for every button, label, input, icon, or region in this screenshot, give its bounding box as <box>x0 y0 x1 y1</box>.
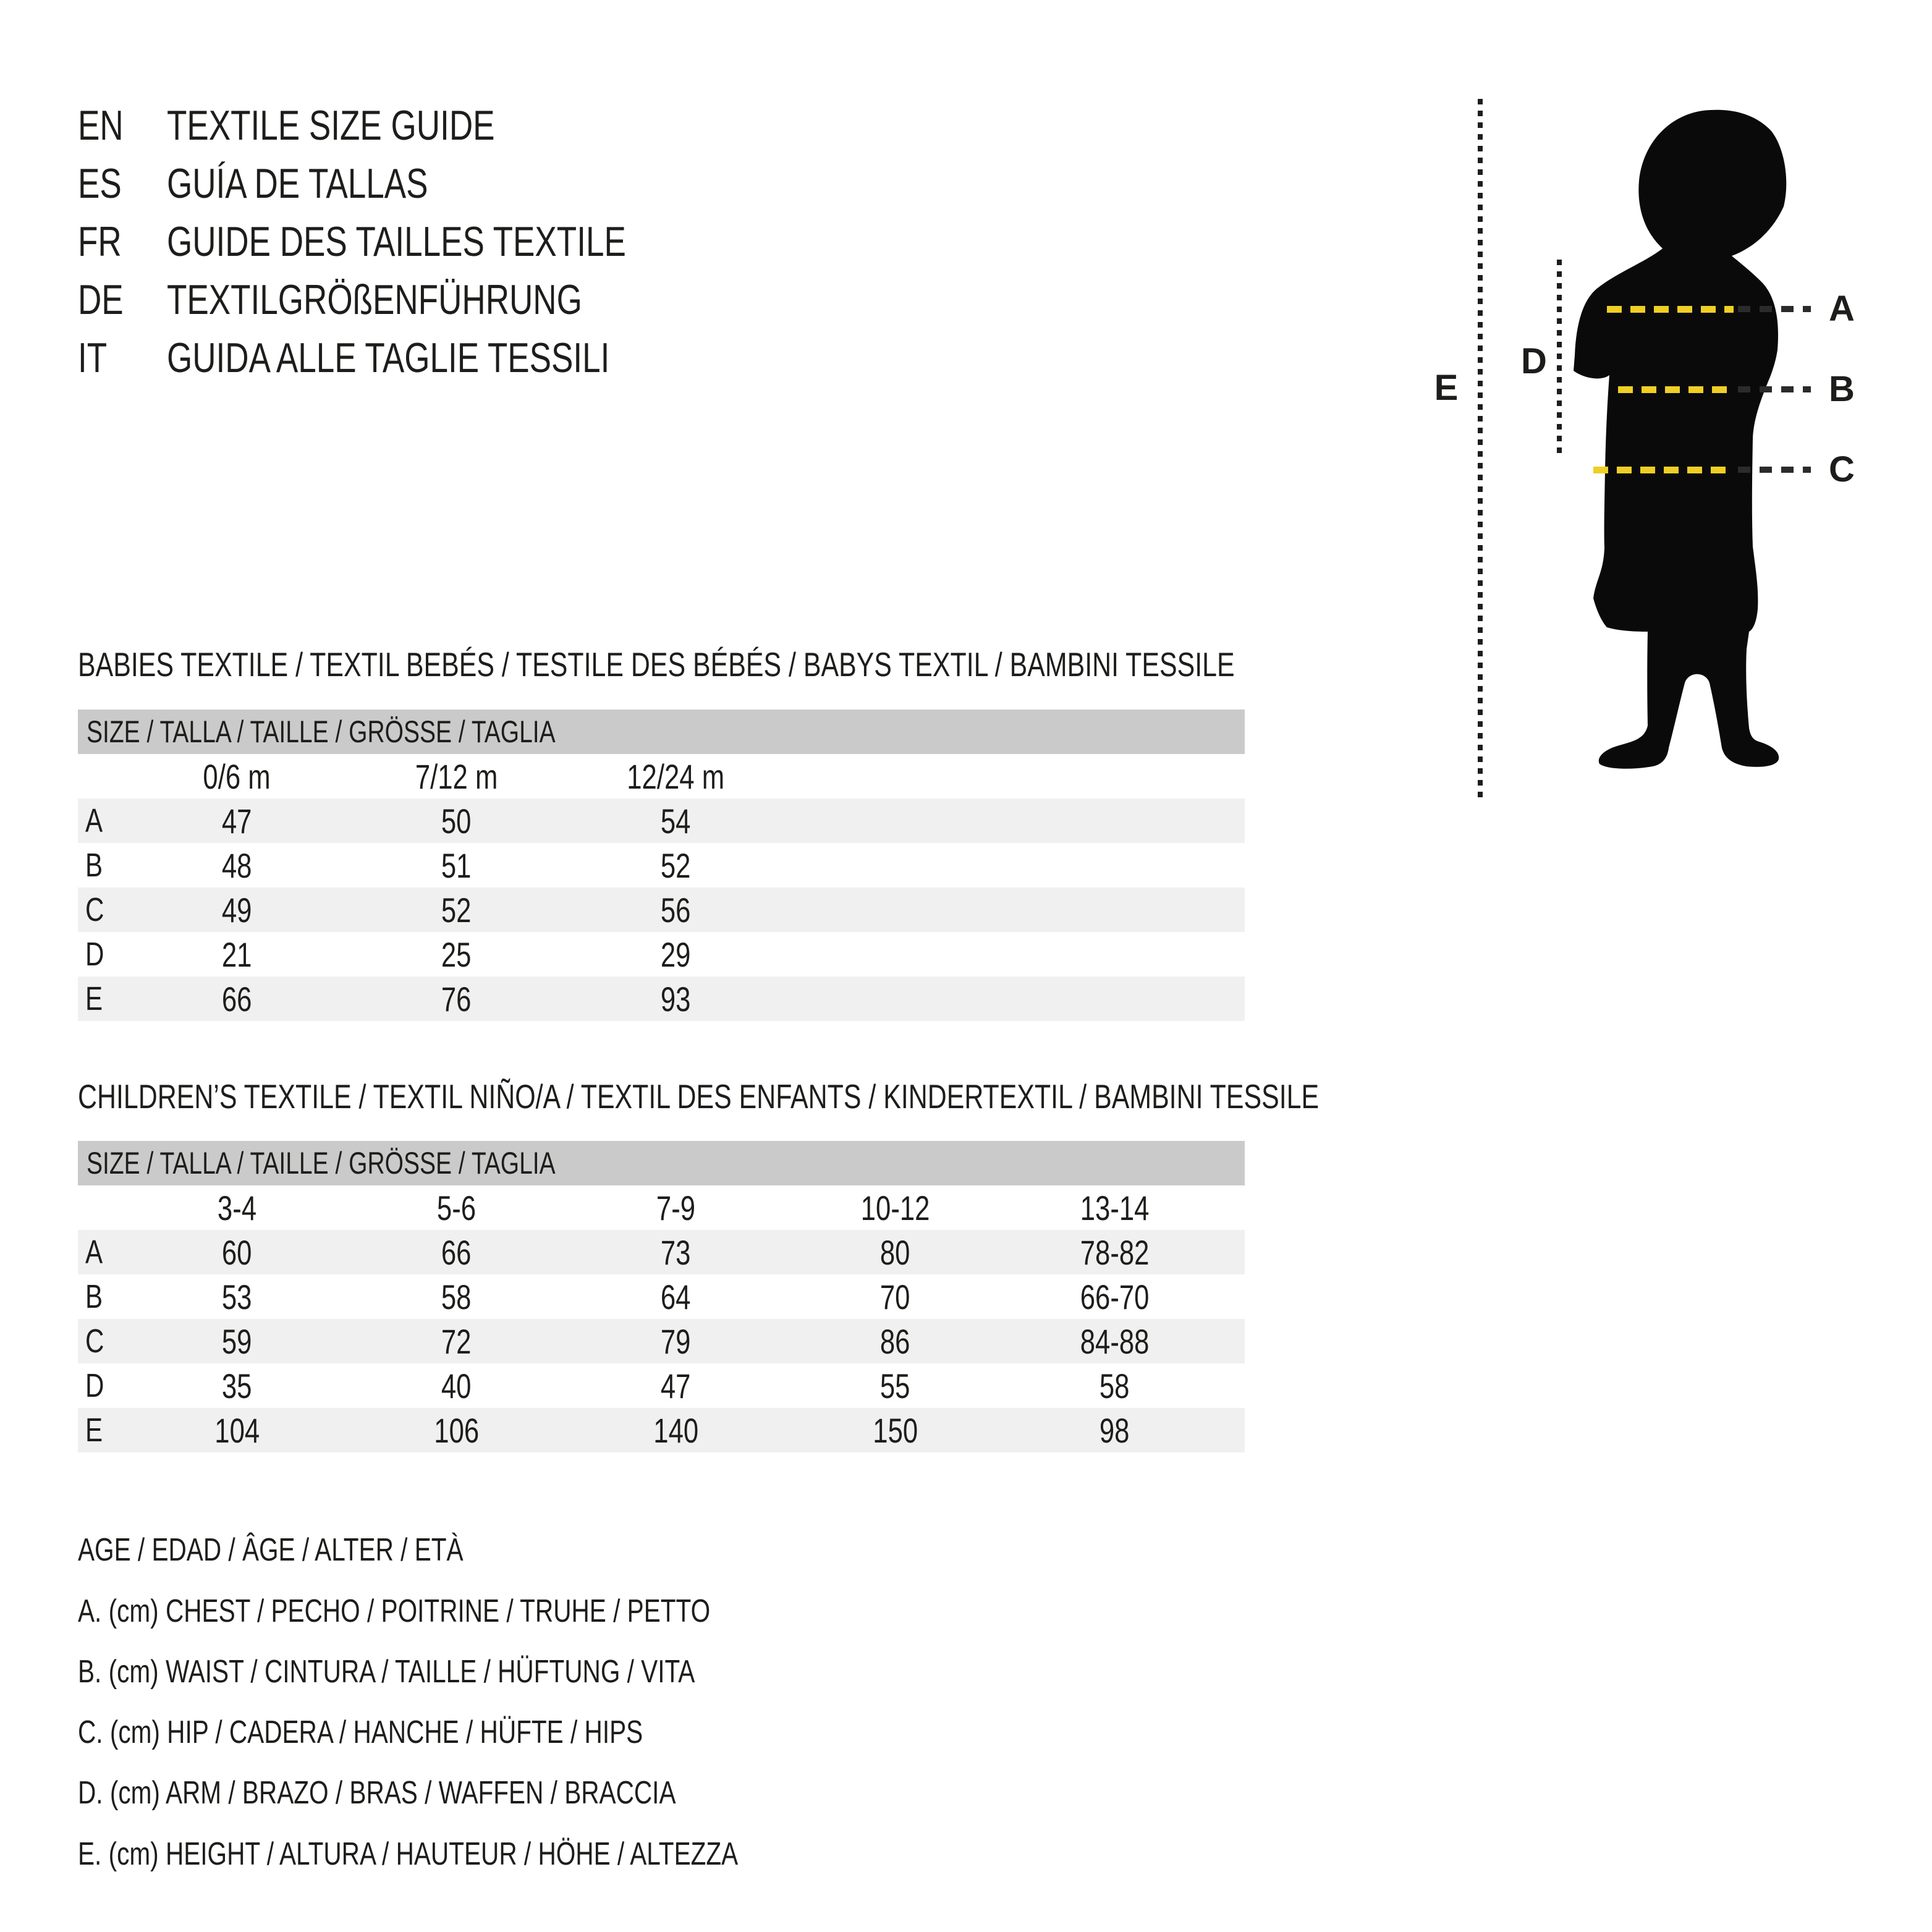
table-row: D 35 40 47 55 58 <box>85 1366 1130 1405</box>
children-col-10-12: 10-12 <box>860 1188 930 1227</box>
lang-code: DE <box>78 276 124 323</box>
hip-line-dark <box>1738 467 1811 473</box>
table-row: C 49 52 56 <box>78 888 1245 932</box>
table-row: D 21 25 29 <box>85 934 691 974</box>
babies-column-header-row <box>78 754 1245 799</box>
legend-hip: C. (cm) HIP / CADERA / HANCHE / HÜFTE / HIPS <box>78 1714 643 1750</box>
guide-title-it: GUIDA ALLE TAGLIE TESSILI <box>167 334 610 381</box>
figure-label-hip-c: C <box>1829 449 1855 489</box>
legend-waist: B. (cm) WAIST / CINTURA / TAILLE / HÜFTUNG / VITA <box>78 1654 695 1690</box>
lang-code: ES <box>78 160 122 207</box>
table-row: C 59 72 79 86 84-88 <box>78 1319 1245 1363</box>
babies-col-7-12m: 7/12 m <box>415 756 498 796</box>
table-row: E 66 76 93 <box>78 977 1245 1021</box>
legend-arm: D. (cm) ARM / BRAZO / BRAS / WAFFEN / BRACCIA <box>78 1775 676 1811</box>
table-row: A 47 50 54 <box>78 799 1245 843</box>
children-size-table <box>78 1141 1245 1452</box>
figure-label-height-e: E <box>1434 368 1459 408</box>
babies-col-0-6m: 0/6 m <box>203 756 271 796</box>
figure-label-waist-b: B <box>1829 369 1855 409</box>
children-col-13-14: 13-14 <box>1080 1188 1150 1227</box>
guide-title-fr: GUIDE DES TAILLES TEXTILE <box>167 218 626 265</box>
figure-label-arm-d: D <box>1521 341 1547 381</box>
babies-table-header-bar: SIZE / TALLA / TAILLE / GRÖSSE / TAGLIA <box>78 710 1245 754</box>
children-column-header-row <box>78 1185 1245 1230</box>
chest-line-dark <box>1738 306 1811 312</box>
children-col-7-9: 7-9 <box>656 1188 696 1227</box>
lang-code: IT <box>78 334 108 381</box>
table-row: B 53 58 64 70 66-70 <box>85 1277 1150 1316</box>
figure-label-chest-a: A <box>1829 289 1855 329</box>
children-table-header-bar: SIZE / TALLA / TAILLE / GRÖSSE / TAGLIA <box>78 1141 1245 1185</box>
child-silhouette <box>1570 105 1866 773</box>
babies-section-title: BABIES TEXTILE / TEXTIL BEBÉS / TESTILE DES BÉBÉS / BABYS TEXTIL / BAMBINI TESSILE <box>78 645 1235 684</box>
lang-code: EN <box>78 102 124 149</box>
children-col-5-6: 5-6 <box>436 1188 477 1227</box>
babies-col-12-24m: 12/24 m <box>627 756 725 796</box>
table-row: B 48 51 52 <box>85 845 691 885</box>
height-dotted-line-e <box>1478 99 1483 799</box>
legend-chest: A. (cm) CHEST / PECHO / POITRINE / TRUHE / PETTO <box>78 1593 711 1629</box>
guide-title-es: GUÍA DE TALLAS <box>167 160 428 207</box>
guide-title-de: TEXTILGRÖßENFÜHRUNG <box>167 276 582 323</box>
table-row: A 60 66 73 80 78-82 <box>78 1230 1245 1274</box>
children-col-3-4: 3-4 <box>217 1188 257 1227</box>
babies-size-table <box>78 710 1245 1021</box>
legend-height: E. (cm) HEIGHT / ALTURA / HAUTEUR / HÖHE / ALTEZZA <box>78 1836 739 1872</box>
waist-line-yellow <box>1618 386 1731 393</box>
lang-code: FR <box>78 218 122 265</box>
hip-line-yellow <box>1593 467 1734 473</box>
guide-title-en: TEXTILE SIZE GUIDE <box>167 102 495 149</box>
chest-line-yellow <box>1607 306 1734 313</box>
children-section-title: CHILDREN’S TEXTILE / TEXTIL NIÑO/A / TEXTIL DES ENFANTS / KINDERTEXTIL / BAMBINI TESSILE <box>78 1077 1320 1116</box>
legend-age: AGE / EDAD / ÂGE / ALTER / ETÀ <box>78 1532 464 1568</box>
waist-line-dark <box>1738 386 1811 392</box>
table-row: E 104 106 140 150 98 <box>78 1408 1245 1452</box>
